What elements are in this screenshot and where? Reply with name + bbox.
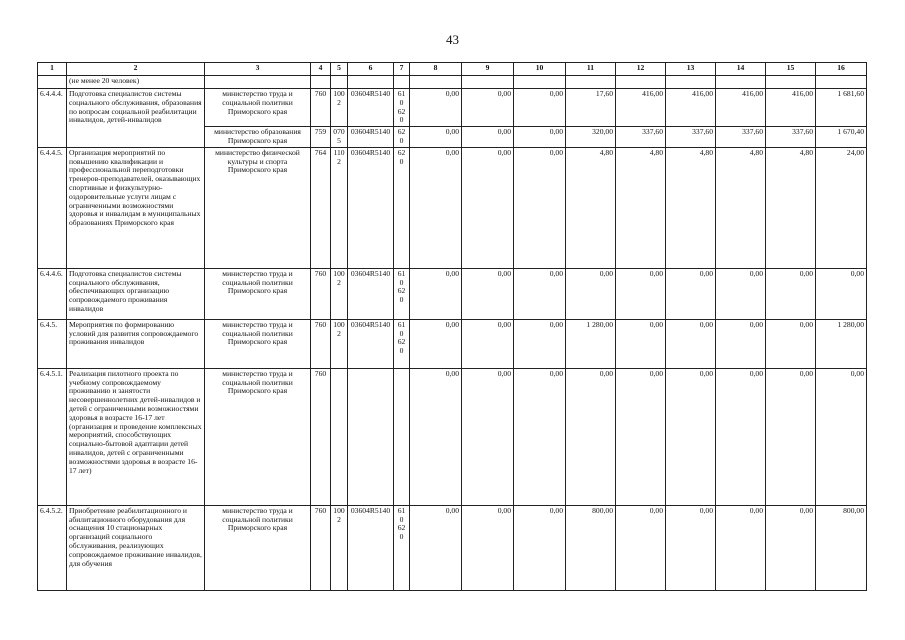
executor-cell: министерство труда и социальной политики Приморского края xyxy=(205,505,311,590)
executor-cell: министерство труда и социальной политики Приморского края xyxy=(205,89,311,127)
value-cell: 0,00 xyxy=(410,89,462,127)
code-cell: 6.4.5.1. xyxy=(38,368,67,505)
value-cell: 337,60 xyxy=(666,127,716,148)
value-cell: 0,00 xyxy=(462,268,514,319)
cell: 1002 xyxy=(331,89,348,127)
cell: 610 620 xyxy=(394,319,410,368)
value-cell: 0,00 xyxy=(666,268,716,319)
header-cell: 16 xyxy=(816,63,867,76)
value-cell: 1 670,40 xyxy=(816,127,867,148)
value-cell: 416,00 xyxy=(616,89,666,127)
cell: 620 xyxy=(394,147,410,268)
value-cell: 4,80 xyxy=(616,147,666,268)
value-cell: 0,00 xyxy=(410,268,462,319)
cell: 610 620 xyxy=(394,268,410,319)
value-cell: 24,00 xyxy=(816,147,867,268)
value-cell: 0,00 xyxy=(514,505,566,590)
value-cell: 0,00 xyxy=(410,368,462,505)
value-cell: 0,00 xyxy=(514,127,566,148)
code-cell: 6.4.5.2. xyxy=(38,505,67,590)
value-cell: 17,60 xyxy=(566,89,616,127)
value-cell: 416,00 xyxy=(666,89,716,127)
value-cell: 0,00 xyxy=(514,89,566,127)
table-row xyxy=(38,147,867,268)
cell: 760 xyxy=(311,505,331,590)
header-cell: 2 xyxy=(67,63,205,76)
executor-cell: министерство образования Приморского края xyxy=(205,127,311,148)
value-cell: 1 280,00 xyxy=(816,319,867,368)
cell: 03604R5140 xyxy=(348,89,394,127)
code-cell: 6.4.4.6. xyxy=(38,268,67,319)
value-cell: 0,00 xyxy=(616,319,666,368)
value-cell: 0,00 xyxy=(514,368,566,505)
executor-cell: министерство физической культуры и спорта Приморского края xyxy=(205,147,311,268)
value-cell: 4,80 xyxy=(666,147,716,268)
value-cell: 0,00 xyxy=(666,319,716,368)
header-cell: 12 xyxy=(616,63,666,76)
value-cell: 0,00 xyxy=(666,368,716,505)
cell: 610 620 xyxy=(394,89,410,127)
name-cell: Мероприятия по формированию условий для развития сопровождаемого проживания инвалидов xyxy=(67,319,205,368)
value-cell: 0,00 xyxy=(816,268,867,319)
executor-cell: министерство труда и социальной политики Приморского края xyxy=(205,368,311,505)
table-row xyxy=(38,505,867,590)
header-cell: 1 xyxy=(38,63,67,76)
value-cell: 0,00 xyxy=(410,127,462,148)
value-cell: 4,80 xyxy=(766,147,816,268)
value-cell: 0,00 xyxy=(410,147,462,268)
value-cell: 0,00 xyxy=(716,319,766,368)
header-cell: 8 xyxy=(410,63,462,76)
value-cell: 0,00 xyxy=(514,147,566,268)
code-cell: 6.4.5. xyxy=(38,319,67,368)
cell: 1002 xyxy=(331,268,348,319)
value-cell: 0,00 xyxy=(566,268,616,319)
header-cell: 10 xyxy=(514,63,566,76)
value-cell: 0,00 xyxy=(616,268,666,319)
value-cell: 0,00 xyxy=(462,505,514,590)
header-cell: 9 xyxy=(462,63,514,76)
header-cell: 7 xyxy=(394,63,410,76)
cell: 1102 xyxy=(331,147,348,268)
value-cell: 0,00 xyxy=(410,319,462,368)
budget-table xyxy=(37,62,867,591)
value-cell: 0,00 xyxy=(410,505,462,590)
value-cell: 337,60 xyxy=(616,127,666,148)
value-cell: 0,00 xyxy=(766,368,816,505)
cell: 760 xyxy=(311,89,331,127)
code-cell: 6.4.4.5. xyxy=(38,147,67,268)
value-cell: 0,00 xyxy=(716,505,766,590)
table-row xyxy=(38,76,867,89)
executor-cell: министерство труда и социальной политики Приморского края xyxy=(205,319,311,368)
value-cell: 0,00 xyxy=(666,505,716,590)
value-cell: 800,00 xyxy=(816,505,867,590)
table-row xyxy=(38,368,867,505)
header-cell: 4 xyxy=(311,63,331,76)
cell xyxy=(331,368,348,505)
value-cell: 0,00 xyxy=(766,268,816,319)
name-cell: Подготовка специалистов системы социального обслуживания, образования по вопросам социальной реабилитации инвалидов, детей-инвалидов xyxy=(67,89,205,148)
value-cell: 337,60 xyxy=(716,127,766,148)
value-cell: 0,00 xyxy=(462,319,514,368)
value-cell: 320,00 xyxy=(566,127,616,148)
executor-cell: министерство труда и социальной политики Приморского края xyxy=(205,268,311,319)
header-cell: 14 xyxy=(716,63,766,76)
value-cell: 0,00 xyxy=(462,147,514,268)
value-cell: 0,00 xyxy=(462,127,514,148)
cell: 0705 xyxy=(331,127,348,148)
value-cell: 4,80 xyxy=(716,147,766,268)
value-cell: 416,00 xyxy=(766,89,816,127)
value-cell: 0,00 xyxy=(816,368,867,505)
cell: 03604R5140 xyxy=(348,505,394,590)
value-cell: 0,00 xyxy=(716,368,766,505)
cell: 764 xyxy=(311,147,331,268)
value-cell: 1 681,60 xyxy=(816,89,867,127)
cell: 760 xyxy=(311,319,331,368)
cell xyxy=(348,368,394,505)
cell: 03604R5140 xyxy=(348,147,394,268)
name-cell: Подготовка специалистов системы социального обслуживания, обеспечивающих организацию сопровождаемого проживания инвалидов xyxy=(67,268,205,319)
value-cell: 0,00 xyxy=(462,89,514,127)
cell: 1002 xyxy=(331,319,348,368)
cell: 03604R5140 xyxy=(348,268,394,319)
name-cell: Организация мероприятий по повышению квалификации и профессиональной переподготовки тренеров-преподавателей, оказывающих спортивные и физкультурно-оздоровительные услуги лицам с ограниченными возможностями здоровья и инвалидам в муниципальных образованиях Приморского края xyxy=(67,147,205,268)
cell: 760 xyxy=(311,268,331,319)
page-number: 43 xyxy=(446,32,459,47)
note-cell: (не менее 20 человек) xyxy=(67,76,205,89)
header-cell: 11 xyxy=(566,63,616,76)
value-cell: 416,00 xyxy=(716,89,766,127)
value-cell: 0,00 xyxy=(514,319,566,368)
value-cell: 4,80 xyxy=(566,147,616,268)
value-cell: 0,00 xyxy=(766,319,816,368)
cell xyxy=(394,368,410,505)
value-cell: 0,00 xyxy=(716,268,766,319)
cell: 03604R5140 xyxy=(348,127,394,148)
value-cell: 0,00 xyxy=(616,505,666,590)
header-row xyxy=(38,63,867,76)
value-cell: 0,00 xyxy=(566,368,616,505)
cell: 610 620 xyxy=(394,505,410,590)
value-cell: 0,00 xyxy=(616,368,666,505)
header-cell: 13 xyxy=(666,63,716,76)
cell: 03604R5140 xyxy=(348,319,394,368)
header-cell: 5 xyxy=(331,63,348,76)
value-cell: 0,00 xyxy=(514,268,566,319)
header-cell: 6 xyxy=(348,63,394,76)
table-row xyxy=(38,319,867,368)
cell: 760 xyxy=(311,368,331,505)
code-cell: 6.4.4.4. xyxy=(38,89,67,148)
value-cell: 0,00 xyxy=(462,368,514,505)
code-cell xyxy=(38,76,67,89)
value-cell: 1 280,00 xyxy=(566,319,616,368)
cell: 1002 xyxy=(331,505,348,590)
cell: 620 xyxy=(394,127,410,148)
table-row xyxy=(38,89,867,127)
value-cell: 800,00 xyxy=(566,505,616,590)
cell: 759 xyxy=(311,127,331,148)
table-row xyxy=(38,268,867,319)
value-cell: 0,00 xyxy=(766,505,816,590)
header-cell: 3 xyxy=(205,63,311,76)
value-cell: 337,60 xyxy=(766,127,816,148)
header-cell: 15 xyxy=(766,63,816,76)
name-cell: Реализация пилотного проекта по учебному сопровождаемому проживанию и занятости несовершеннолетних детей-инвалидов и детей с ограниченными возможностями здоровья в возрасте 16-17 лет (организация и проведение комплексных мероприятий, способствующих социально-бытовой адаптации детей инвалидов, детей с ограниченными возможностями здоровья в возрасте 16-17 лет) xyxy=(67,368,205,505)
name-cell: Приобретение реабилитационного и абилитационного оборудования для оснащения 10 стационарных организаций социального обслуживания, реализующих сопровождаемое проживание инвалидов, для обучения xyxy=(67,505,205,590)
